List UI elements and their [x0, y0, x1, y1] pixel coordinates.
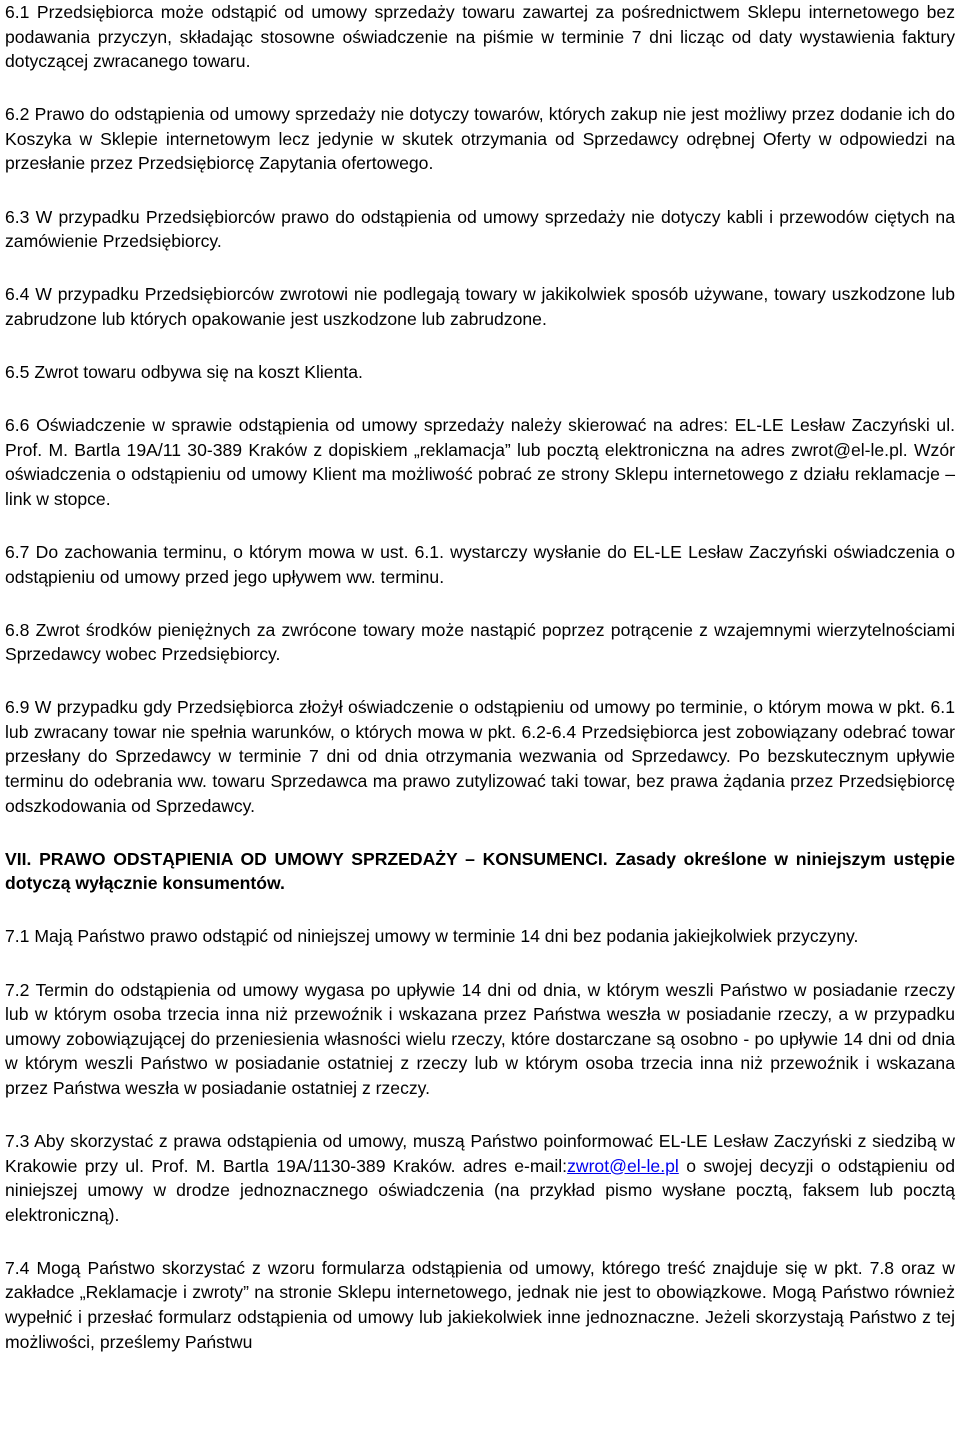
paragraph-7-3-text-before: 7.3 Aby skorzystać z prawa odstąpienia od umowy, muszą Państwo poinformować EL-LE Lesław Zaczyński z siedzibą w Krakowie przy ul. Prof. M. Bartla 19A/1130-389 Kraków. adres e-mail:: [5, 1131, 955, 1176]
section-heading-vii: VII. PRAWO ODSTĄPIENIA OD UMOWY SPRZEDAŻY – KONSUMENCI. Zasady określone w niniejszym ustępie dotyczą wyłącznie konsumentów.: [5, 848, 955, 894]
email-link[interactable]: zwrot@el-le.pl: [567, 1155, 679, 1176]
paragraph-6-6: 6.6 Oświadczenie w sprawie odstąpienia od umowy sprzedaży należy skierować na adres: EL-LE Lesław Zaczyński ul. Prof. M. Bartla 19A/11 30-389 Kraków z dopiskiem „reklamacja” lub pocztą elektroniczna na adres zwrot@el-le.pl. Wzór oświadczenia o odstąpieniu od umowy Klient ma możliwość pobrać ze strony Sklepu internetowego z działu reklamacje – link w stopce.: [5, 415, 955, 509]
paragraph-7-2: 7.2 Termin do odstąpienia od umowy wygasa po upływie 14 dni od dnia, w którym weszli Państwo w posiadanie rzeczy lub w którym osoba trzecia inna niż przewoźnik i wskazana przez Państwa weszła w posiadanie rzeczy, a w przypadku umowy zobowiązującej do przeniesienia własności wielu rzeczy, które dostarczane są osobno - po upływie 14 dni od dnia w którym weszli Państwo w posiadanie ostatniej z rzeczy lub w którym osoba trzecia inna niż przewoźnik i wskazana przez Państwa weszła w posiadanie ostatniej z rzeczy.: [5, 979, 955, 1098]
paragraph-6-1: 6.1 Przedsiębiorca może odstąpić od umowy sprzedaży towaru zawartej za pośrednictwem Sklepu internetowego bez podawania przyczyn, składając stosowne oświadczenie na piśmie w terminie 7 dni licząc od daty wystawienia faktury dotyczącej zwracanego towaru.: [5, 2, 955, 72]
paragraph-6-9: 6.9 W przypadku gdy Przedsiębiorca złożył oświadczenie o odstąpieniu od umowy po terminie, o którym mowa w pkt. 6.1 lub zwracany towar nie spełnia warunków, o których mowa w pkt. 6.2-6.4 Przedsiębiorca jest zobowiązany odebrać towar przesłany do Sprzedawcy w terminie 7 dni od dnia otrzymania wezwania od Sprzedawcy. Po bezskutecznym upływie terminu do odebrania ww. towaru Sprzedawca ma prawo zutylizować taki towar, bez prawa żądania przez Przedsiębiorcę odszkodowania od Sprzedawcy.: [5, 697, 955, 816]
paragraph-6-4: 6.4 W przypadku Przedsiębiorców zwrotowi nie podlegają towary w jakikolwiek sposób używane, towary uszkodzone lub zabrudzone lub których opakowanie jest uszkodzone lub zabrudzone.: [5, 284, 955, 329]
document-page: [5, 0, 955, 1383]
paragraph-7-4: 7.4 Mogą Państwo skorzystać z wzoru formularza odstąpienia od umowy, którego treść znajduje się w pkt. 7.8 oraz w zakładce „Reklamacje i zwroty” na stronie Sklepu internetowego, jednak nie jest to obowiązkowe. Mogą Państwo również wypełnić i przesłać formularz odstąpienia od umowy lub jakiekolwiek inne jednoznaczne. Jeżeli skorzystają Państwo z tej możliwości, prześlemy Państwu: [5, 1257, 955, 1352]
paragraph-6-7: 6.7 Do zachowania terminu, o którym mowa w ust. 6.1. wystarczy wysłanie do EL-LE Lesław Zaczyński oświadczenia o odstąpieniu od umowy przed jego upływem ww. terminu.: [5, 541, 955, 587]
paragraph-6-8: 6.8 Zwrot środków pieniężnych za zwrócone towary może nastąpić poprzez potrącenie z wzajemnymi wierzytelnościami Sprzedawcy wobec Przedsiębiorcy.: [5, 619, 955, 665]
paragraph-7-3-text-after: o swojej decyzji o odstąpieniu od niniejszej umowy w drodze jednoznacznego oświadczenia (na przykład pismo wysłane pocztą, faksem lub pocztą elektroniczną).: [5, 1155, 955, 1225]
paragraph-6-2: 6.2 Prawo do odstąpienia od umowy sprzedaży nie dotyczy towarów, których zakup nie jest możliwy przez dodanie ich do Koszyka w Sklepie internetowym lecz jedynie w skutek otrzymania od Sprzedawcy odrębnej Oferty w odpowiedzi na przesłanie przez Przedsiębiorcę Zapytania ofertowego.: [5, 104, 955, 174]
paragraph-7-1: 7.1 Mają Państwo prawo odstąpić od niniejszej umowy w terminie 14 dni bez podania jakiejkolwiek przyczyny.: [5, 926, 859, 947]
paragraph-6-3: 6.3 W przypadku Przedsiębiorców prawo do odstąpienia od umowy sprzedaży nie dotyczy kabli i przewodów ciętych na zamówienie Przedsiębiorcy.: [5, 206, 955, 252]
paragraph-6-5: 6.5 Zwrot towaru odbywa się na koszt Klienta.: [5, 361, 363, 382]
paragraph-7-3: [5, 1129, 955, 1227]
